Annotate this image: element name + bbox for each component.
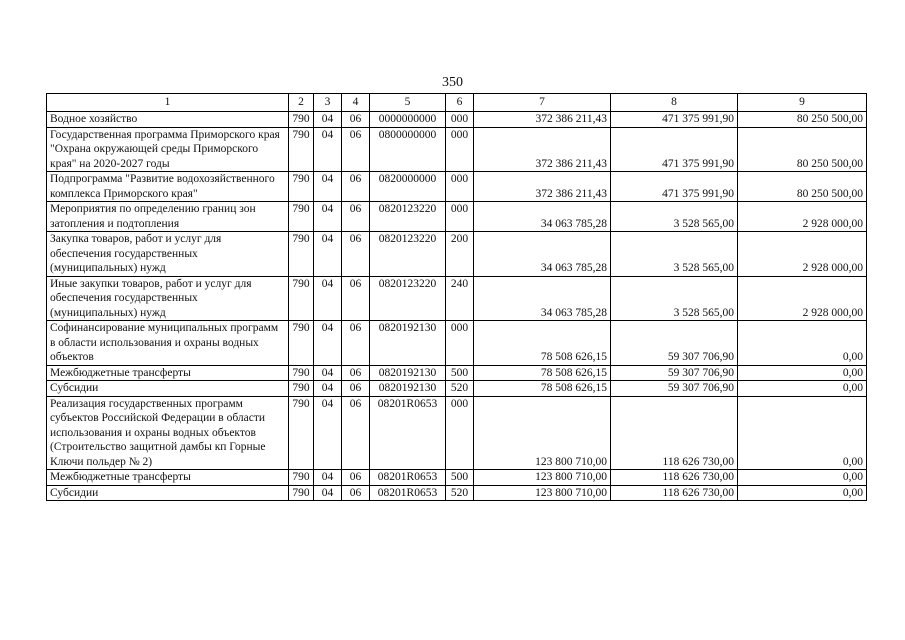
cell-amount-3: 80 250 500,00 [738,127,867,172]
cell-amount-2: 3 528 565,00 [611,232,738,277]
cell-amount-3: 0,00 [738,321,867,366]
table-row [47,172,867,202]
cell-section: 04 [314,470,342,486]
cell-expense-type: 000 [446,396,474,470]
cell-name: Мероприятия по определению границ зон затопления и подтопления [47,202,289,232]
cell-amount-2: 59 307 706,90 [611,321,738,366]
cell-section: 04 [314,172,342,202]
cell-name: Иные закупки товаров, работ и услуг для обеспечения государственных (муниципальных) нужд [47,276,289,321]
cell-target-article: 0000000000 [370,112,446,128]
cell-amount-1: 34 063 785,28 [474,232,611,277]
cell-grbs: 790 [289,232,314,277]
cell-expense-type: 520 [446,381,474,397]
table-row [47,112,867,128]
cell-name: Субсидии [47,381,289,397]
cell-grbs: 790 [289,321,314,366]
cell-subsection: 06 [342,172,370,202]
table-header-row [47,94,867,112]
cell-expense-type: 000 [446,112,474,128]
cell-target-article: 0820123220 [370,202,446,232]
cell-grbs: 790 [289,381,314,397]
cell-grbs: 790 [289,202,314,232]
cell-target-article: 0820123220 [370,276,446,321]
table-row [47,202,867,232]
cell-subsection: 06 [342,112,370,128]
cell-amount-3: 2 928 000,00 [738,232,867,277]
cell-amount-2: 471 375 991,90 [611,172,738,202]
cell-target-article: 0820192130 [370,381,446,397]
cell-section: 04 [314,276,342,321]
cell-amount-3: 80 250 500,00 [738,172,867,202]
cell-subsection: 06 [342,470,370,486]
cell-amount-1: 78 508 626,15 [474,381,611,397]
cell-subsection: 06 [342,202,370,232]
cell-section: 04 [314,202,342,232]
cell-target-article: 0820000000 [370,172,446,202]
table-row [47,396,867,470]
cell-grbs: 790 [289,470,314,486]
cell-target-article: 08201R0653 [370,485,446,501]
cell-amount-2: 59 307 706,90 [611,365,738,381]
table-row [47,127,867,172]
cell-amount-3: 0,00 [738,470,867,486]
cell-section: 04 [314,365,342,381]
cell-target-article: 0820192130 [370,365,446,381]
cell-amount-2: 59 307 706,90 [611,381,738,397]
cell-amount-1: 372 386 211,43 [474,127,611,172]
cell-amount-3: 0,00 [738,485,867,501]
cell-subsection: 06 [342,365,370,381]
cell-amount-1: 123 800 710,00 [474,485,611,501]
header-cell-target-article: 5 [370,94,446,112]
cell-amount-2: 118 626 730,00 [611,485,738,501]
table-row [47,276,867,321]
cell-amount-1: 78 508 626,15 [474,321,611,366]
cell-amount-3: 0,00 [738,396,867,470]
cell-target-article: 0820123220 [370,232,446,277]
cell-name: Государственная программа Приморского края "Охрана окружающей среды Приморского края" на 2020-2027 годы [47,127,289,172]
cell-name: Межбюджетные трансферты [47,365,289,381]
cell-name: Межбюджетные трансферты [47,470,289,486]
cell-expense-type: 000 [446,127,474,172]
header-cell-section: 3 [314,94,342,112]
cell-grbs: 790 [289,276,314,321]
cell-subsection: 06 [342,232,370,277]
cell-target-article: 08201R0653 [370,396,446,470]
cell-expense-type: 500 [446,365,474,381]
cell-target-article: 08201R0653 [370,470,446,486]
table-row [47,232,867,277]
cell-expense-type: 000 [446,321,474,366]
header-cell-grbs: 2 [289,94,314,112]
cell-grbs: 790 [289,112,314,128]
cell-section: 04 [314,396,342,470]
cell-subsection: 06 [342,485,370,501]
cell-section: 04 [314,232,342,277]
cell-amount-3: 0,00 [738,365,867,381]
table-row [47,485,867,501]
header-cell-amount-1: 7 [474,94,611,112]
table-row [47,381,867,397]
page-number: 350 [442,75,463,90]
cell-amount-2: 118 626 730,00 [611,470,738,486]
cell-grbs: 790 [289,365,314,381]
cell-section: 04 [314,321,342,366]
budget-table [46,93,867,501]
cell-subsection: 06 [342,396,370,470]
cell-section: 04 [314,485,342,501]
cell-section: 04 [314,381,342,397]
cell-grbs: 790 [289,396,314,470]
header-cell-expense-type: 6 [446,94,474,112]
header-cell-amount-2: 8 [611,94,738,112]
cell-name: Водное хозяйство [47,112,289,128]
cell-amount-3: 2 928 000,00 [738,202,867,232]
cell-name: Реализация государственных программ субъектов Российской Федерации в области использования и охраны водных объектов (Строительство защитной дамбы кп Горные Ключи польдер № 2) [47,396,289,470]
cell-section: 04 [314,112,342,128]
cell-amount-3: 2 928 000,00 [738,276,867,321]
cell-expense-type: 240 [446,276,474,321]
table-row [47,470,867,486]
cell-expense-type: 000 [446,202,474,232]
cell-grbs: 790 [289,127,314,172]
cell-amount-1: 34 063 785,28 [474,202,611,232]
cell-subsection: 06 [342,381,370,397]
cell-amount-1: 372 386 211,43 [474,172,611,202]
header-cell-subsection: 4 [342,94,370,112]
cell-grbs: 790 [289,485,314,501]
cell-amount-1: 123 800 710,00 [474,396,611,470]
cell-expense-type: 520 [446,485,474,501]
cell-subsection: 06 [342,276,370,321]
cell-amount-2: 471 375 991,90 [611,112,738,128]
cell-amount-1: 78 508 626,15 [474,365,611,381]
cell-amount-2: 3 528 565,00 [611,276,738,321]
cell-expense-type: 000 [446,172,474,202]
cell-name: Софинансирование муниципальных программ в области использования и охраны водных объектов [47,321,289,366]
cell-amount-3: 80 250 500,00 [738,112,867,128]
cell-name: Закупка товаров, работ и услуг для обеспечения государственных (муниципальных) нужд [47,232,289,277]
cell-amount-2: 471 375 991,90 [611,127,738,172]
table-body [47,112,867,501]
table-row [47,321,867,366]
cell-section: 04 [314,127,342,172]
cell-amount-2: 3 528 565,00 [611,202,738,232]
cell-amount-1: 372 386 211,43 [474,112,611,128]
cell-expense-type: 200 [446,232,474,277]
cell-name: Подпрограмма "Развитие водохозяйственного комплекса Приморского края" [47,172,289,202]
cell-amount-2: 118 626 730,00 [611,396,738,470]
cell-amount-3: 0,00 [738,381,867,397]
cell-subsection: 06 [342,321,370,366]
cell-grbs: 790 [289,172,314,202]
header-cell-name: 1 [47,94,289,112]
cell-target-article: 0800000000 [370,127,446,172]
table-row [47,365,867,381]
cell-target-article: 0820192130 [370,321,446,366]
cell-amount-1: 34 063 785,28 [474,276,611,321]
cell-amount-1: 123 800 710,00 [474,470,611,486]
header-cell-amount-3: 9 [738,94,867,112]
cell-subsection: 06 [342,127,370,172]
cell-expense-type: 500 [446,470,474,486]
cell-name: Субсидии [47,485,289,501]
